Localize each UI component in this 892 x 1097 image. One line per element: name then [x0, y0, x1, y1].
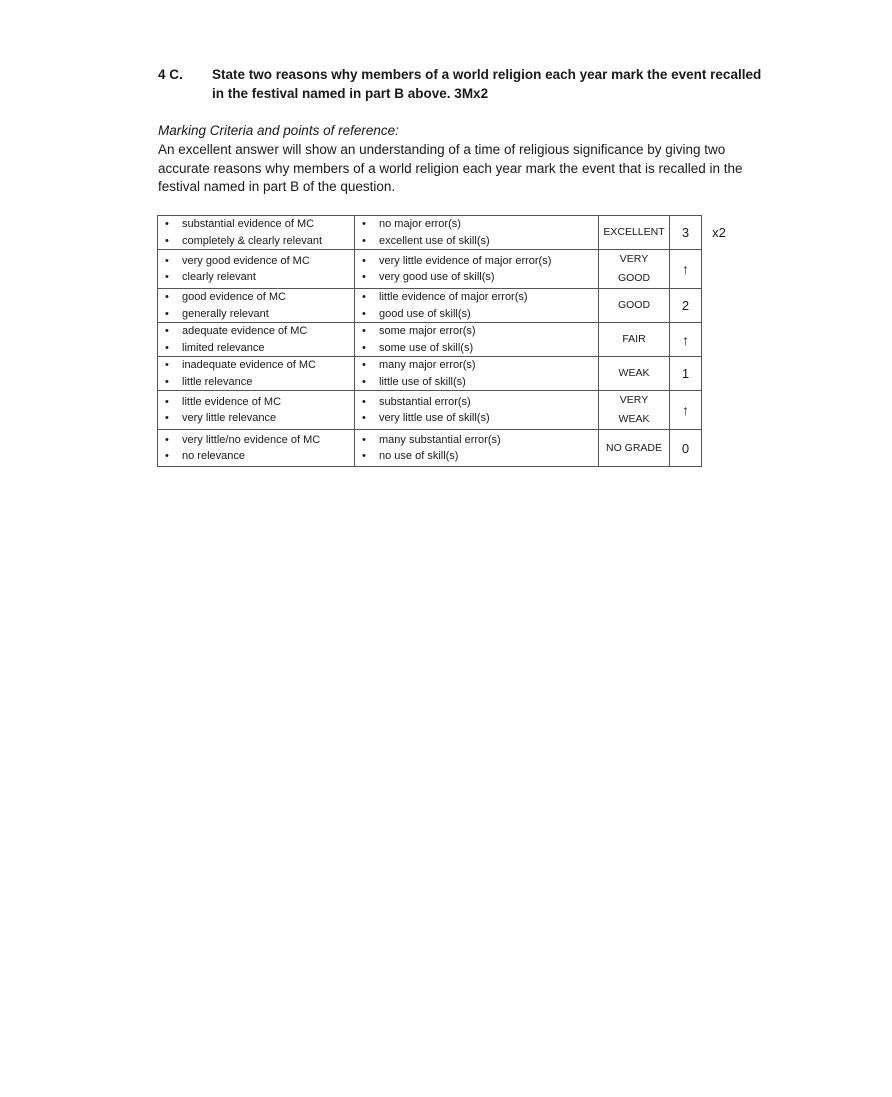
grade-label: VERY	[619, 253, 649, 265]
criteria-heading: Marking Criteria and points of reference:	[158, 123, 399, 138]
mark-cell	[670, 430, 702, 467]
mark-cell	[670, 357, 702, 391]
bullet-list	[355, 432, 598, 465]
grade-cell	[599, 216, 670, 250]
errors-cell	[355, 357, 599, 391]
multiplier-label: x2	[712, 225, 726, 240]
grid-row	[158, 289, 737, 323]
grade-cell	[599, 289, 670, 323]
bullet-item: • some major error(s)	[361, 323, 598, 340]
bullet-item: • many substantial error(s)	[361, 432, 598, 449]
bullet-item: • very little use of skill(s)	[361, 410, 598, 427]
bullet-list	[355, 357, 598, 390]
grade-label: FAIR	[622, 333, 646, 345]
bullet-item: • substantial evidence of MC	[164, 216, 354, 233]
mark-cell	[670, 391, 702, 430]
grid-row	[158, 250, 737, 289]
bullet-item: • little relevance	[164, 374, 354, 391]
bullet-item: • very little relevance	[164, 410, 354, 427]
grade-label: EXCELLENT	[603, 226, 665, 238]
bullet-item: • good evidence of MC	[164, 289, 354, 306]
bullet-list	[355, 394, 598, 427]
bullet-item: • very good use of skill(s)	[361, 269, 598, 286]
bullet-item: • little use of skill(s)	[361, 374, 598, 391]
errors-cell	[355, 216, 599, 250]
bullet-list	[355, 216, 598, 249]
bullet-item: • many major error(s)	[361, 357, 598, 374]
up-arrow-icon: ↑	[682, 402, 689, 418]
bullet-item: • no relevance	[164, 448, 354, 465]
bullet-list	[355, 323, 598, 356]
mark-cell	[670, 216, 702, 250]
mark-value: 0	[681, 440, 690, 456]
bullet-item: • generally relevant	[164, 306, 354, 323]
criteria-body: An excellent answer will show an understanding of a time of religious significance by giving two accurate reasons why members of a world religion each year mark the event that is recalled in the festival named in part B of the question.	[158, 142, 743, 194]
bullet-item: • very little evidence of major error(s)	[361, 253, 598, 270]
bullet-item: • little evidence of MC	[164, 394, 354, 411]
bullet-list	[158, 216, 354, 249]
grade-label: WEAK	[618, 413, 650, 425]
evidence-cell	[158, 323, 355, 357]
grade-label: NO GRADE	[605, 441, 662, 454]
bullet-list	[355, 253, 598, 286]
bullet-item: • completely & clearly relevant	[164, 233, 354, 250]
bullet-item: • no major error(s)	[361, 216, 598, 233]
evidence-cell	[158, 289, 355, 323]
marking-grid	[157, 215, 737, 467]
errors-cell	[355, 323, 599, 357]
bullet-list	[355, 289, 598, 322]
evidence-cell	[158, 391, 355, 430]
up-arrow-icon: ↑	[682, 261, 689, 277]
bullet-list	[158, 253, 354, 286]
grade-label: GOOD	[617, 299, 651, 311]
evidence-cell	[158, 250, 355, 289]
mark-cell	[670, 289, 702, 323]
grid-row	[158, 323, 737, 357]
bullet-list	[158, 432, 354, 465]
bullet-list	[158, 394, 354, 427]
bullet-list	[158, 289, 354, 322]
bullet-item: • good use of skill(s)	[361, 306, 598, 323]
question-text: State two reasons why members of a world religion each year mark the event recalled in the festival named in part B above. 3Mx2	[212, 67, 762, 101]
evidence-cell	[158, 357, 355, 391]
grade-cell	[599, 430, 670, 467]
grid-row	[158, 216, 737, 250]
bullet-list	[158, 323, 354, 356]
bullet-item: • very good evidence of MC	[164, 253, 354, 270]
bullet-item: • very little/no evidence of MC	[164, 432, 354, 449]
grade-cell	[599, 323, 670, 357]
bullet-item: • little evidence of major error(s)	[361, 289, 598, 306]
errors-cell	[355, 430, 599, 467]
grid-row	[158, 430, 737, 467]
bullet-item: • substantial error(s)	[361, 394, 598, 411]
evidence-cell	[158, 430, 355, 467]
bullet-item: • inadequate evidence of MC	[164, 357, 354, 374]
mark-cell	[670, 250, 702, 289]
mark-value: 1	[681, 366, 690, 381]
grid-row	[158, 391, 737, 430]
grade-label: WEAK	[618, 367, 650, 379]
evidence-cell	[158, 216, 355, 250]
mark-value: 3	[681, 225, 690, 240]
grade-cell	[599, 391, 670, 430]
question-number: 4 C.	[158, 67, 183, 82]
grade-cell	[599, 250, 670, 289]
mark-value: 2	[681, 298, 690, 313]
bullet-item: • limited relevance	[164, 340, 354, 357]
grade-label: GOOD	[617, 272, 651, 284]
up-arrow-icon: ↑	[682, 331, 689, 348]
mark-cell	[670, 323, 702, 357]
bullet-list	[158, 357, 354, 390]
errors-cell	[355, 289, 599, 323]
grade-label: VERY	[619, 394, 649, 406]
bullet-item: • excellent use of skill(s)	[361, 233, 598, 250]
bullet-item: • some use of skill(s)	[361, 340, 598, 357]
bullet-item: • no use of skill(s)	[361, 448, 598, 465]
errors-cell	[355, 250, 599, 289]
errors-cell	[355, 391, 599, 430]
grid-row	[158, 357, 737, 391]
bullet-item: • adequate evidence of MC	[164, 323, 354, 340]
bullet-item: • clearly relevant	[164, 269, 354, 286]
grade-cell	[599, 357, 670, 391]
